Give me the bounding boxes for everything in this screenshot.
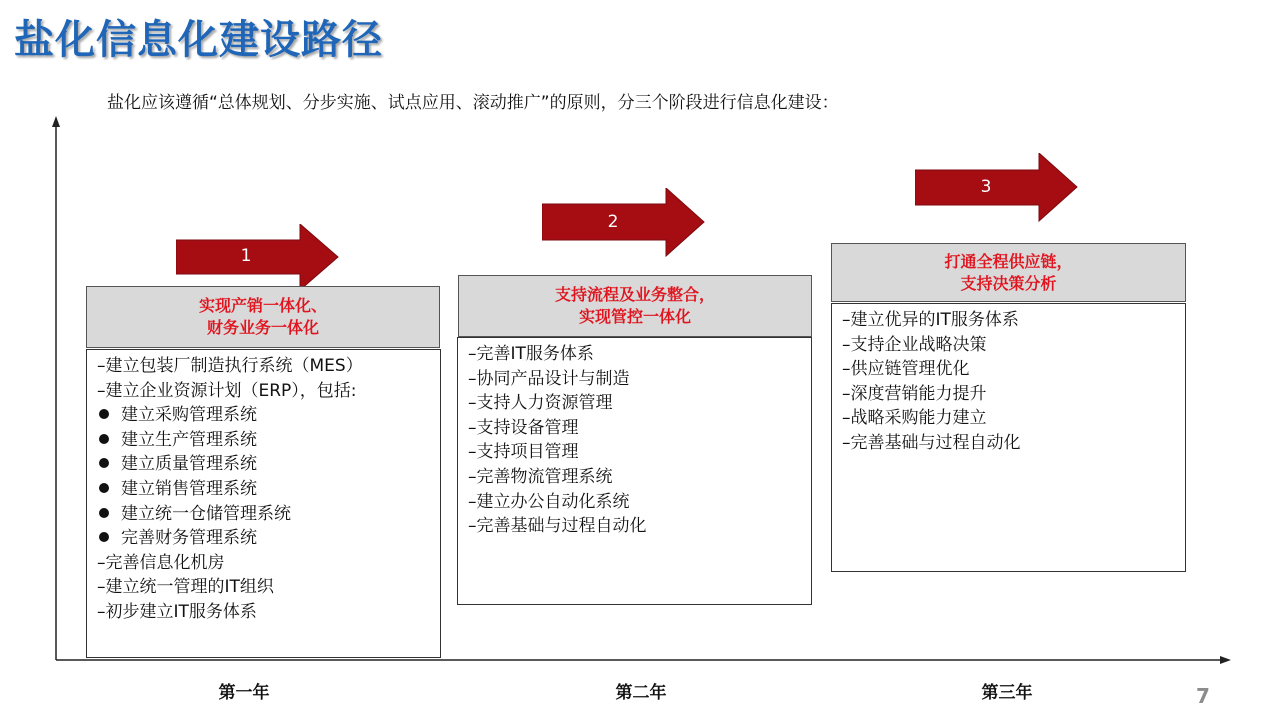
list-item: 建立销售管理系统 (97, 477, 440, 502)
year-label-2: 第二年 (615, 683, 667, 703)
list-item: –完善IT服务体系 (468, 344, 594, 364)
year-label-3: 第三年 (981, 683, 1033, 703)
list-item: 建立质量管理系统 (97, 452, 440, 477)
stage-3-arrow (915, 153, 1079, 223)
list-item: –支持企业战略决策 (842, 334, 987, 355)
stage-2-number: 2 (607, 212, 619, 232)
stage-3-heading-line2: 支持决策分析 (960, 273, 1057, 293)
stage-2-heading-line2: 实现管控一体化 (578, 307, 691, 326)
list-item: –建立优异的IT服务体系 (842, 310, 1019, 330)
stage-3-heading (831, 243, 1186, 302)
stage-1-list (86, 349, 441, 658)
list-item: 建立生产管理系统 (97, 428, 440, 453)
list-item: 建立统一仓储管理系统 (97, 502, 440, 527)
stage-3-list (831, 303, 1186, 572)
list-item: –深度营销能力提升 (842, 383, 987, 404)
stage-1-arrow (176, 224, 340, 290)
list-item: –支持项目管理 (468, 442, 579, 463)
stage-1-heading-line2: 财务业务一体化 (206, 318, 319, 337)
stage-1-heading-line1: 实现产销一体化、 (198, 296, 327, 315)
stage-3-heading-line1: 打通全程供应链， (944, 251, 1073, 271)
list-item: –协同产品设计与制造 (468, 368, 630, 389)
stage-3-number: 3 (980, 177, 992, 197)
list-item: –建立办公自动化系统 (468, 491, 630, 512)
list-item: 建立采购管理系统 (97, 403, 440, 428)
list-item: –初步建立IT服务体系 (97, 601, 257, 622)
stage-2-heading-line1: 支持流程及业务整合， (554, 285, 715, 304)
page-title: 盐化信息化建设路径 (14, 17, 383, 63)
stage-2-arrow (542, 188, 706, 258)
list-item: –支持人力资源管理 (468, 393, 613, 414)
list-item: –建立统一管理的IT组织 (97, 577, 274, 598)
list-item: –完善基础与过程自动化 (468, 516, 647, 537)
list-item: –完善物流管理系统 (468, 466, 613, 487)
list-item: –建立企业资源计划（ERP），包括: (97, 380, 357, 401)
list-item: –建立包装厂制造执行系统（MES） (97, 356, 363, 376)
stage-2-heading (458, 275, 812, 337)
list-item: –支持设备管理 (468, 417, 579, 438)
page-number: 7 (1196, 684, 1210, 708)
list-item: –战略采购能力建立 (842, 408, 987, 429)
year-label-1: 第一年 (218, 683, 270, 703)
intro-text: 盐化应该遵循“总体规划、分步实施、试点应用、滚动推广”的原则，分三个阶段进行信息化建设： (107, 93, 839, 113)
list-item: –供应链管理优化 (842, 359, 970, 380)
list-item: 完善财务管理系统 (97, 526, 440, 551)
list-item: –完善信息化机房 (97, 552, 225, 573)
stage-2-list (457, 337, 812, 605)
stage-1-heading (86, 286, 440, 348)
list-item: –完善基础与过程自动化 (842, 432, 1021, 453)
stage-1-number: 1 (240, 246, 252, 266)
